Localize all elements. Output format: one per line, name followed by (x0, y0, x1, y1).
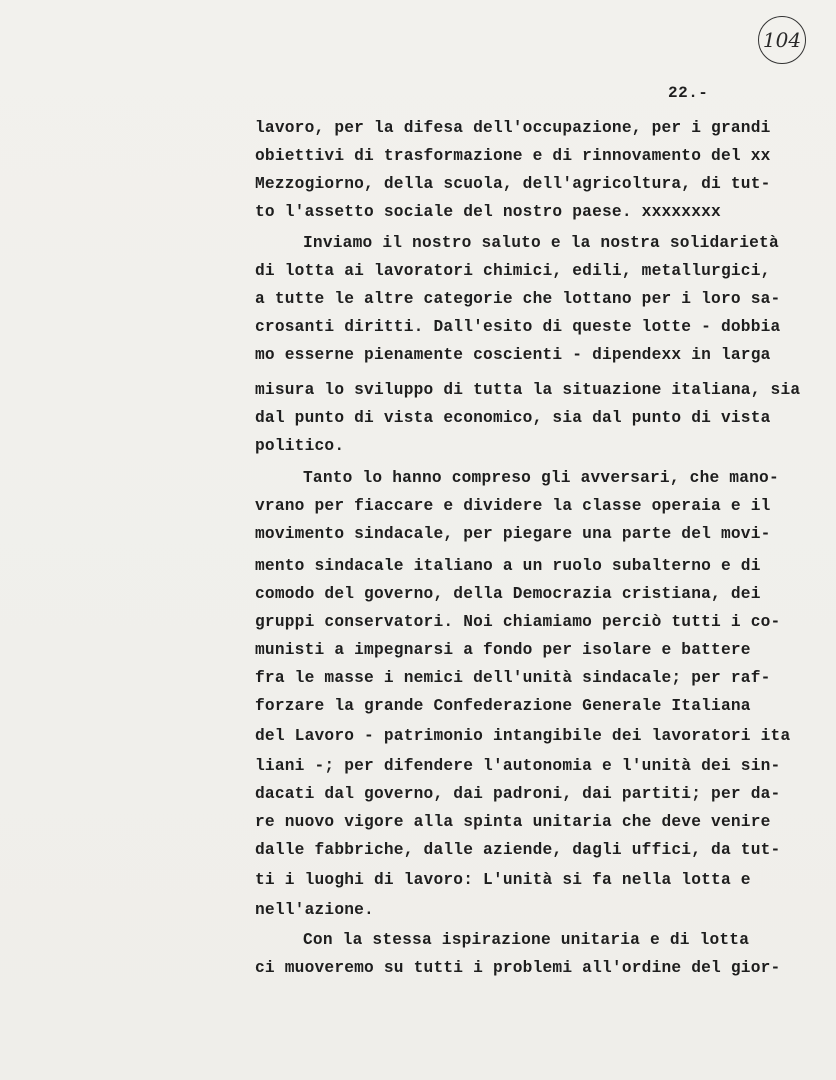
text-line: vrano per fiaccare e dividere la classe operaia e il (255, 497, 771, 515)
text-line: munisti a impegnarsi a fondo per isolare e battere (255, 641, 751, 659)
text-line: Inviamo il nostro saluto e la nostra solidarietà (303, 234, 779, 252)
text-line: a tutte le altre categorie che lottano per i loro sa- (255, 290, 781, 308)
text-line: misura lo sviluppo di tutta la situazione italiana, sia (255, 381, 801, 399)
text-line: politico. (255, 437, 345, 455)
text-line: Tanto lo hanno compreso gli avversari, che mano- (303, 469, 779, 487)
text-line: dacati dal governo, dai padroni, dai partiti; per da- (255, 785, 781, 803)
text-line: nell'azione. (255, 901, 374, 919)
text-line: Mezzogiorno, della scuola, dell'agricoltura, di tut- (255, 175, 771, 193)
text-line: movimento sindacale, per piegare una parte del movi- (255, 525, 771, 543)
text-line: Con la stessa ispirazione unitaria e di lotta (303, 931, 750, 949)
text-line: forzare la grande Confederazione Generale Italiana (255, 697, 751, 715)
archive-page-stamp: 104 (758, 16, 806, 64)
page-number: 22.- (668, 84, 709, 102)
text-line: comodo del governo, della Democrazia cristiana, dei (255, 585, 761, 603)
text-line: to l'assetto sociale del nostro paese. xxxxxxxx (255, 203, 721, 221)
text-line: lavoro, per la difesa dell'occupazione, per i grandi (255, 119, 771, 137)
text-line: obiettivi di trasformazione e di rinnovamento del xx (255, 147, 771, 165)
text-line: ci muoveremo su tutti i problemi all'ordine del gior- (255, 959, 781, 977)
text-line: crosanti diritti. Dall'esito di queste lotte - dobbia (255, 318, 781, 336)
text-line: mento sindacale italiano a un ruolo subalterno e di (255, 557, 761, 575)
text-line: gruppi conservatori. Noi chiamiamo perciò tutti i co- (255, 613, 781, 631)
text-line: del Lavoro - patrimonio intangibile dei lavoratori ita (255, 727, 791, 745)
text-line: dalle fabbriche, dalle aziende, dagli uffici, da tut- (255, 841, 781, 859)
text-line: dal punto di vista economico, sia dal punto di vista (255, 409, 771, 427)
text-line: liani -; per difendere l'autonomia e l'unità dei sin- (255, 757, 781, 775)
text-line: di lotta ai lavoratori chimici, edili, metallurgici, (255, 262, 771, 280)
text-line: mo esserne pienamente coscienti - dipendexx in larga (255, 346, 771, 364)
text-line: re nuovo vigore alla spinta unitaria che deve venire (255, 813, 771, 831)
text-line: ti i luoghi di lavoro: L'unità si fa nella lotta e (255, 871, 751, 889)
text-line: fra le masse i nemici dell'unità sindacale; per raf- (255, 669, 771, 687)
